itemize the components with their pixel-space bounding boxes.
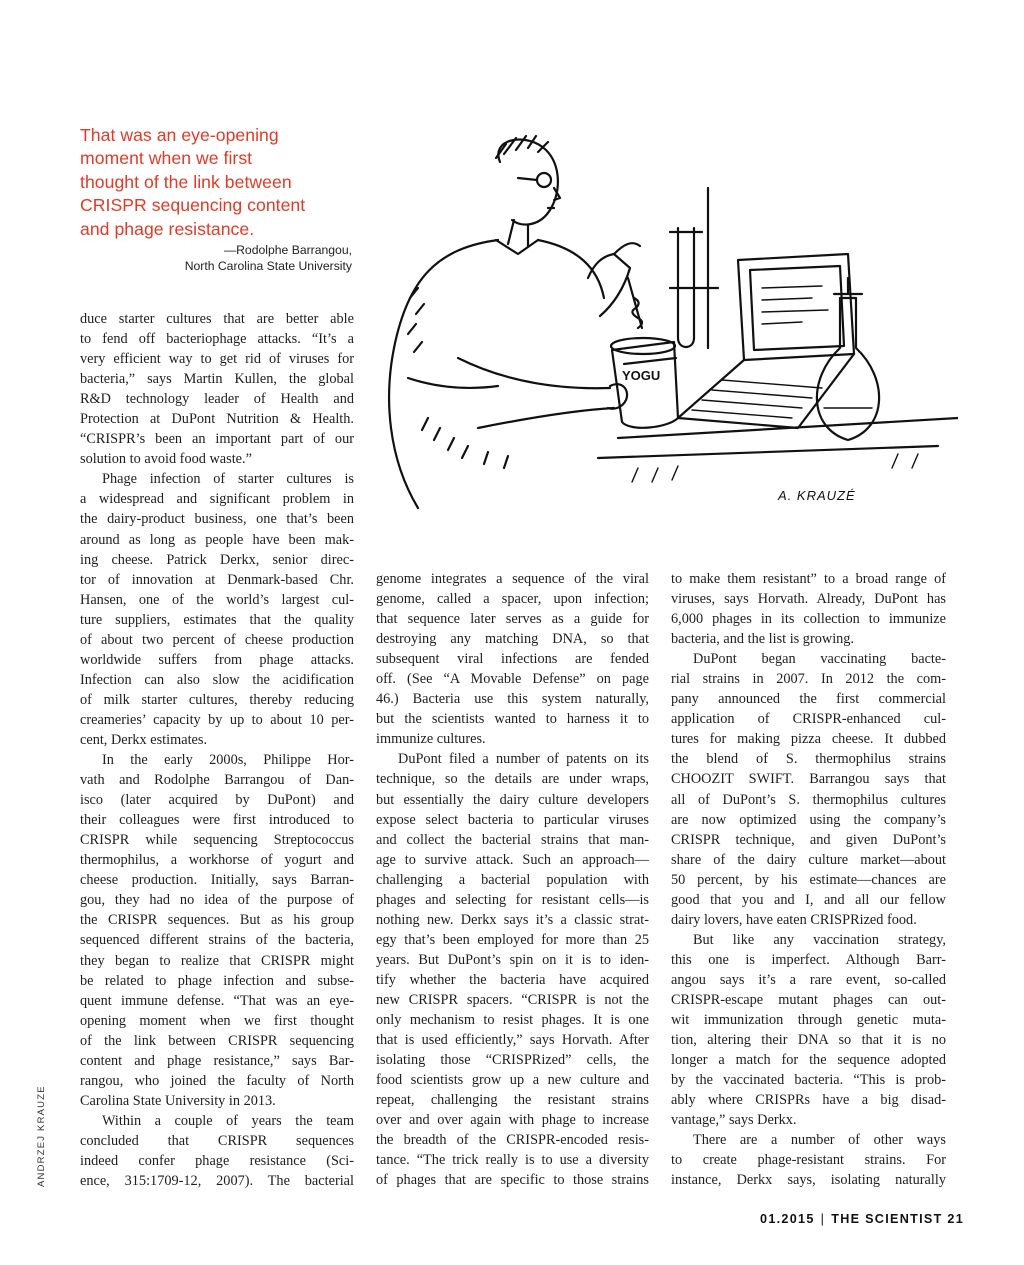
text-line: egy that’s been employed for more than 25 [376,931,649,948]
text-line: to fend off bacteriophage attacks. “It’s a [80,331,354,348]
text-line: this one is imperfect. Although Barr- [671,951,946,968]
text-line: CHOOZIT SWIFT. Barrangou says that [671,771,946,788]
text-line: be related to phage infection and subse- [80,972,354,989]
text-line: ture suppliers, estimates that the quality [80,611,354,628]
text-line: of the link between CRISPR sequencing [80,1032,354,1049]
text-line: longer a match for the sequence adopted [671,1052,946,1069]
text-line: only mechanism to resist phages. It is one [376,1012,649,1029]
text-line: that sequence later serves as a guide for [376,611,649,628]
text-line: immunize cultures. [376,731,486,748]
text-line: all of DuPont’s S. thermophilus cultures [671,791,946,808]
pull-quote-attribution [80,243,352,274]
text-line: duce starter cultures that are better able [80,311,354,327]
text-line: around as long as people have been mak- [80,531,354,548]
text-line: dairy lovers, have eaten CRISPRized food. [671,911,917,928]
page-footer [760,1212,964,1226]
text-line: the blend of S. thermophilus strains [671,751,946,768]
text-line: bacteria, and the list is growing. [671,631,855,648]
text-line: the breadth of the CRISPR-encoded resis- [376,1132,649,1149]
text-line: to make them resistant” to a broad range of [671,571,946,587]
text-line: concluded that CRISPR sequences [80,1132,354,1149]
text-line: but the scientists wanted to harness it to [376,711,649,728]
text-line: but essentially the dairy culture developers [376,791,649,808]
article-column-1 [80,309,354,1191]
text-line: nothing new. Derkx says it’s a classic strat- [376,911,649,928]
text-line: of phages that are specific to those strains [376,1172,649,1189]
text-line: ing cheese. Patrick Derkx, senior direc- [80,551,354,568]
page-number: 21 [947,1212,964,1226]
text-line: destroying any matching DNA, so that [376,631,649,648]
text-line: quent immune defense. “That was an eye- [80,992,354,1009]
text-line: cent, Derkx estimates. [80,731,208,748]
text-line: viruses, says Horvath. Already, DuPont has [671,591,946,608]
text-line: R&D technology leader of Health and [80,391,354,408]
pull-quote-line: That was an eye-opening [80,125,279,145]
text-line: tance. “The trick really is to use a diversity [376,1152,649,1169]
text-line: wit immunization through genetic muta- [671,1012,946,1029]
text-line: There are a number of other ways [693,1132,946,1149]
text-line: of milk starter cultures, thereby reducing [80,691,354,708]
pull-quote [80,124,360,241]
text-line: phages and selecting for resistant cells—is [376,891,649,908]
text-line: rangou, who joined the faculty of North [80,1072,354,1089]
text-line: the dairy-product business, one that’s been [80,511,354,528]
text-line: very efficient way to get rid of viruses for [80,351,354,368]
illustration-credit: ANDRZEJ KRAUZE [36,1085,47,1187]
text-line: tor of innovation at Denmark-based Chr. [80,571,354,588]
text-line: subsequent viral infections are fended [376,651,649,668]
text-line: by the vaccinated bacteria. “This is prob- [671,1072,946,1089]
text-line: sequenced different strains of the bacteria, [80,932,354,949]
scientist-yogurt-lab-illustration [378,128,958,528]
text-line: Within a couple of years the team [102,1112,354,1129]
text-line: vath and Rodolphe Barrangou of Dan- [80,772,354,789]
text-line: Carolina State University in 2013. [80,1092,276,1109]
text-line: the CRISPR sequences. But as his group [80,912,354,929]
article-column-2 [376,569,649,1190]
pull-quote-line: moment when we first [80,148,253,169]
text-line: a widespread and significant problem in [80,491,354,508]
text-line: But like any vaccination strategy, [693,931,946,948]
text-line: to create phage-resistant strains. For [671,1152,946,1169]
text-line: 46.) Bacteria use this system naturally, [376,691,649,708]
text-line: CRISPR while sequencing Streptococcus [80,832,354,849]
pull-quote-line: thought of the link between [80,171,292,192]
text-line: new CRISPR spacers. “CRISPR is not the [376,991,649,1008]
text-line: tures for making pizza cheese. It dubbed [671,731,946,748]
pull-quote-line: and phage resistance. [80,218,255,239]
text-line: “CRISPR’s been an important part of our [80,431,354,448]
pull-quote-line: CRISPR sequencing content [80,195,306,216]
text-line: are now optimized using the company’s [671,811,946,828]
text-line: rial strains in 2007. In 2012 the com- [671,671,946,688]
text-line: technique, so the details are under wraps, [376,771,649,788]
text-line: 6,000 phages in its collection to immunize [671,611,946,628]
text-line: worldwide suffers from phage attacks. [80,651,354,668]
text-line: In the early 2000s, Philippe Hor- [102,752,354,769]
text-line: share of the dairy culture market—about [671,851,946,868]
text-line: repeat, challenging the resistant strains [376,1092,649,1109]
text-line: over and over again with phage to increase [376,1112,649,1129]
article-column-3 [671,569,946,1190]
text-line: food scientists grow up a new culture and [376,1072,649,1089]
text-line: challenging a bacterial population with [376,871,649,888]
text-line: indeed confer phage resistance (Sci- [80,1152,354,1169]
artist-signature: A. KRAUZÉ [778,488,856,503]
text-line: Protection at DuPont Nutrition & Health. [80,411,354,428]
text-line: Hansen, one of the world’s largest cul- [80,591,354,608]
text-line: pany announced the first commercial [671,691,946,708]
text-line: that is used efficiently,” says Horvath. After [376,1032,649,1049]
text-line: DuPont filed a number of patents on its [398,751,649,768]
text-line: ence, 315:1709-12, 2007). The bacterial [80,1173,354,1190]
text-line: genome integrates a sequence of the viral [376,571,649,587]
text-line: their colleagues were first introduced to [80,812,354,829]
text-line: isolating those “CRISPRized” cells, the [376,1052,649,1069]
text-line: vantage,” says Derkx. [671,1112,797,1129]
text-line: expose select bacteria to particular viruses [376,811,649,828]
text-line: creameries’ capacity by up to about 10 per- [80,711,354,728]
text-line: bacteria,” says Martin Kullen, the global [80,371,354,388]
attribution-affiliation: North Carolina State University [184,258,352,273]
text-line: cheese production. Initially, says Barran- [80,872,354,889]
magazine-name: THE SCIENTIST [831,1212,943,1226]
text-line: content and phage resistance,” says Bar- [80,1052,354,1069]
issue-date: 01.2015 [760,1212,815,1226]
text-line: angou says it’s a rare event, so-called [671,971,946,988]
text-line: Infection can also slow the acidification [80,671,354,688]
text-line: years. But DuPont’s spin on it is to iden- [376,951,649,968]
text-line: application of CRISPR-enhanced cul- [671,711,946,728]
text-line: DuPont began vaccinating bacte- [693,651,946,668]
cup-label: YOGU [622,368,661,383]
text-line: 50 percent, by his estimate—chances are [671,871,946,888]
text-line: isco (later acquired by DuPont) and [80,792,354,809]
text-line: tify whether the bacteria have acquired [376,971,649,988]
text-line: genome, called a spacer, upon infection; [376,591,649,608]
text-line: age to survive attack. Such an approach— [376,851,649,868]
text-line: opening moment when we first thought [80,1012,354,1029]
attribution-name: —Rodolphe Barrangou, [223,243,352,257]
text-line: good that you and I, and all our fellow [671,891,946,908]
text-line: gou, they had no idea of the purpose of [80,892,354,909]
text-line: of about two percent of cheese production [80,631,354,648]
text-line: thermophilus, a workhorse of yogurt and [80,852,354,869]
text-line: CRISPR technique, and given DuPont’s [671,831,946,848]
text-line: Phage infection of starter cultures is [102,471,354,488]
text-line: off. (See “A Movable Defense” on page [376,671,649,688]
text-line: ably where CRISPRs have a big disad- [671,1092,946,1109]
text-line: solution to avoid food waste.” [80,451,252,468]
text-line: and collect the bacterial strains that man- [376,831,649,848]
text-line: they began to realize that CRISPR might [80,952,354,969]
text-line: CRISPR-escape mutant phages can out- [671,991,946,1008]
text-line: tion, altering their DNA so that it is no [671,1032,946,1049]
text-line: instance, Derkx says, isolating naturally [671,1172,946,1189]
footer-separator: | [820,1212,826,1226]
